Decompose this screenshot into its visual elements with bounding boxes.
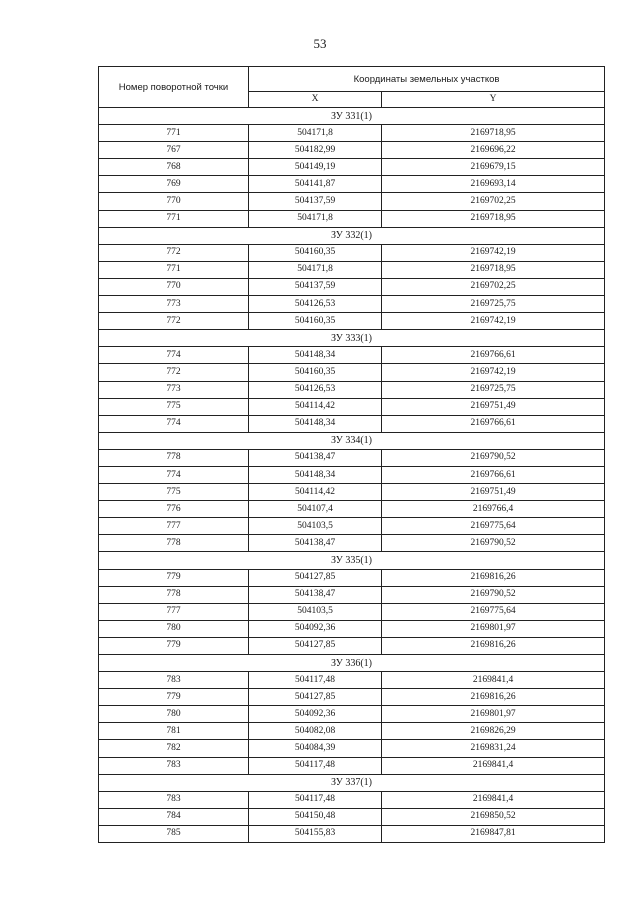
section-title: ЗУ 334(1) [99,432,605,449]
cell-point: 770 [99,278,249,295]
cell-x: 504103,5 [249,518,382,535]
cell-x: 504171,8 [249,210,382,227]
table-row [99,569,605,586]
cell-x: 504171,8 [249,125,382,142]
cell-x: 504126,53 [249,381,382,398]
cell-point: 776 [99,501,249,518]
cell-x: 504150,48 [249,808,382,825]
table-row [99,637,605,654]
cell-point: 775 [99,398,249,415]
cell-point: 774 [99,347,249,364]
cell-y: 2169742,19 [382,364,605,381]
table-row [99,278,605,295]
table-row [99,261,605,278]
cell-point: 774 [99,415,249,432]
cell-point: 778 [99,586,249,603]
cell-point: 784 [99,808,249,825]
cell-x: 504117,48 [249,672,382,689]
table-row [99,808,605,825]
cell-x: 504137,59 [249,278,382,295]
table-row [99,620,605,637]
cell-x: 504103,5 [249,603,382,620]
section-row [99,108,605,125]
cell-y: 2169718,95 [382,210,605,227]
header-y: Y [382,92,605,108]
table-row [99,603,605,620]
section-row [99,552,605,569]
section-row [99,227,605,244]
cell-y: 2169826,29 [382,723,605,740]
cell-y: 2169816,26 [382,569,605,586]
cell-x: 504117,48 [249,757,382,774]
table-row [99,449,605,466]
cell-y: 2169751,49 [382,484,605,501]
cell-point: 779 [99,637,249,654]
cell-x: 504127,85 [249,689,382,706]
cell-point: 779 [99,569,249,586]
section-title: ЗУ 336(1) [99,655,605,672]
cell-y: 2169801,97 [382,706,605,723]
cell-y: 2169766,4 [382,501,605,518]
cell-x: 504160,35 [249,364,382,381]
cell-x: 504137,59 [249,193,382,210]
section-row [99,432,605,449]
cell-x: 504148,34 [249,466,382,483]
cell-point: 771 [99,210,249,227]
table-row [99,296,605,313]
cell-point: 771 [99,261,249,278]
cell-y: 2169725,75 [382,381,605,398]
cell-y: 2169775,64 [382,603,605,620]
cell-y: 2169790,52 [382,586,605,603]
cell-y: 2169725,75 [382,296,605,313]
cell-y: 2169766,61 [382,347,605,364]
cell-y: 2169775,64 [382,518,605,535]
table-row [99,757,605,774]
cell-x: 504127,85 [249,637,382,654]
cell-x: 504138,47 [249,449,382,466]
section-row [99,774,605,791]
cell-point: 777 [99,603,249,620]
cell-x: 504127,85 [249,569,382,586]
table-row [99,706,605,723]
cell-x: 504092,36 [249,620,382,637]
cell-x: 504148,34 [249,415,382,432]
table-row [99,740,605,757]
table-row [99,210,605,227]
table-row [99,347,605,364]
table-header [99,67,605,108]
cell-point: 783 [99,757,249,774]
table-row [99,159,605,176]
table-row [99,398,605,415]
table-row [99,364,605,381]
cell-x: 504182,99 [249,142,382,159]
cell-point: 778 [99,535,249,552]
cell-point: 770 [99,193,249,210]
cell-y: 2169751,49 [382,398,605,415]
cell-point: 775 [99,484,249,501]
cell-point: 769 [99,176,249,193]
cell-point: 779 [99,689,249,706]
cell-y: 2169696,22 [382,142,605,159]
cell-point: 772 [99,364,249,381]
cell-x: 504148,34 [249,347,382,364]
header-coordinates: Координаты земельных участков [249,67,605,92]
cell-y: 2169847,81 [382,825,605,842]
header-x: X [249,92,382,108]
cell-y: 2169702,25 [382,193,605,210]
section-title: ЗУ 333(1) [99,330,605,347]
cell-point: 783 [99,672,249,689]
section-title: ЗУ 331(1) [99,108,605,125]
table-row [99,466,605,483]
table-row [99,825,605,842]
cell-point: 778 [99,449,249,466]
table-body [99,108,605,843]
section-row [99,655,605,672]
table-row [99,381,605,398]
cell-x: 504082,08 [249,723,382,740]
cell-y: 2169766,61 [382,466,605,483]
cell-x: 504117,48 [249,791,382,808]
table-row [99,791,605,808]
page-number: 53 [313,36,327,51]
table-row [99,535,605,552]
cell-point: 773 [99,381,249,398]
cell-x: 504160,35 [249,244,382,261]
section-title: ЗУ 335(1) [99,552,605,569]
table-row [99,672,605,689]
cell-x: 504114,42 [249,484,382,501]
cell-x: 504171,8 [249,261,382,278]
section-title: ЗУ 337(1) [99,774,605,791]
cell-point: 777 [99,518,249,535]
cell-point: 771 [99,125,249,142]
cell-y: 2169718,95 [382,261,605,278]
cell-point: 774 [99,466,249,483]
cell-y: 2169679,15 [382,159,605,176]
cell-x: 504149,19 [249,159,382,176]
cell-point: 782 [99,740,249,757]
header-point-number: Номер поворотной точки [99,67,249,108]
cell-point: 785 [99,825,249,842]
table-row [99,723,605,740]
cell-point: 768 [99,159,249,176]
cell-y: 2169766,61 [382,415,605,432]
cell-x: 504138,47 [249,586,382,603]
cell-y: 2169702,25 [382,278,605,295]
cell-x: 504084,39 [249,740,382,757]
section-row [99,330,605,347]
cell-y: 2169742,19 [382,244,605,261]
cell-x: 504114,42 [249,398,382,415]
cell-y: 2169816,26 [382,689,605,706]
cell-y: 2169718,95 [382,125,605,142]
cell-y: 2169841,4 [382,672,605,689]
cell-x: 504107,4 [249,501,382,518]
table-row [99,142,605,159]
table-row [99,586,605,603]
cell-y: 2169693,14 [382,176,605,193]
cell-y: 2169841,4 [382,791,605,808]
cell-y: 2169850,52 [382,808,605,825]
cell-x: 504155,83 [249,825,382,842]
table-row [99,484,605,501]
cell-y: 2169841,4 [382,757,605,774]
cell-y: 2169831,24 [382,740,605,757]
cell-y: 2169790,52 [382,449,605,466]
table-row [99,518,605,535]
table-row [99,689,605,706]
table-row [99,244,605,261]
cell-point: 772 [99,244,249,261]
cell-y: 2169742,19 [382,313,605,330]
cell-y: 2169801,97 [382,620,605,637]
section-title: ЗУ 332(1) [99,227,605,244]
cell-point: 781 [99,723,249,740]
table-row [99,125,605,142]
cell-point: 767 [99,142,249,159]
cell-y: 2169790,52 [382,535,605,552]
cell-x: 504138,47 [249,535,382,552]
cell-y: 2169816,26 [382,637,605,654]
cell-point: 773 [99,296,249,313]
cell-x: 504126,53 [249,296,382,313]
cell-point: 780 [99,706,249,723]
cell-x: 504092,36 [249,706,382,723]
table-row [99,501,605,518]
table-row [99,176,605,193]
table-row [99,313,605,330]
cell-point: 772 [99,313,249,330]
cell-point: 783 [99,791,249,808]
cell-x: 504160,35 [249,313,382,330]
cell-point: 780 [99,620,249,637]
coordinates-table [98,66,605,843]
table-row [99,193,605,210]
table-row [99,415,605,432]
cell-x: 504141,87 [249,176,382,193]
